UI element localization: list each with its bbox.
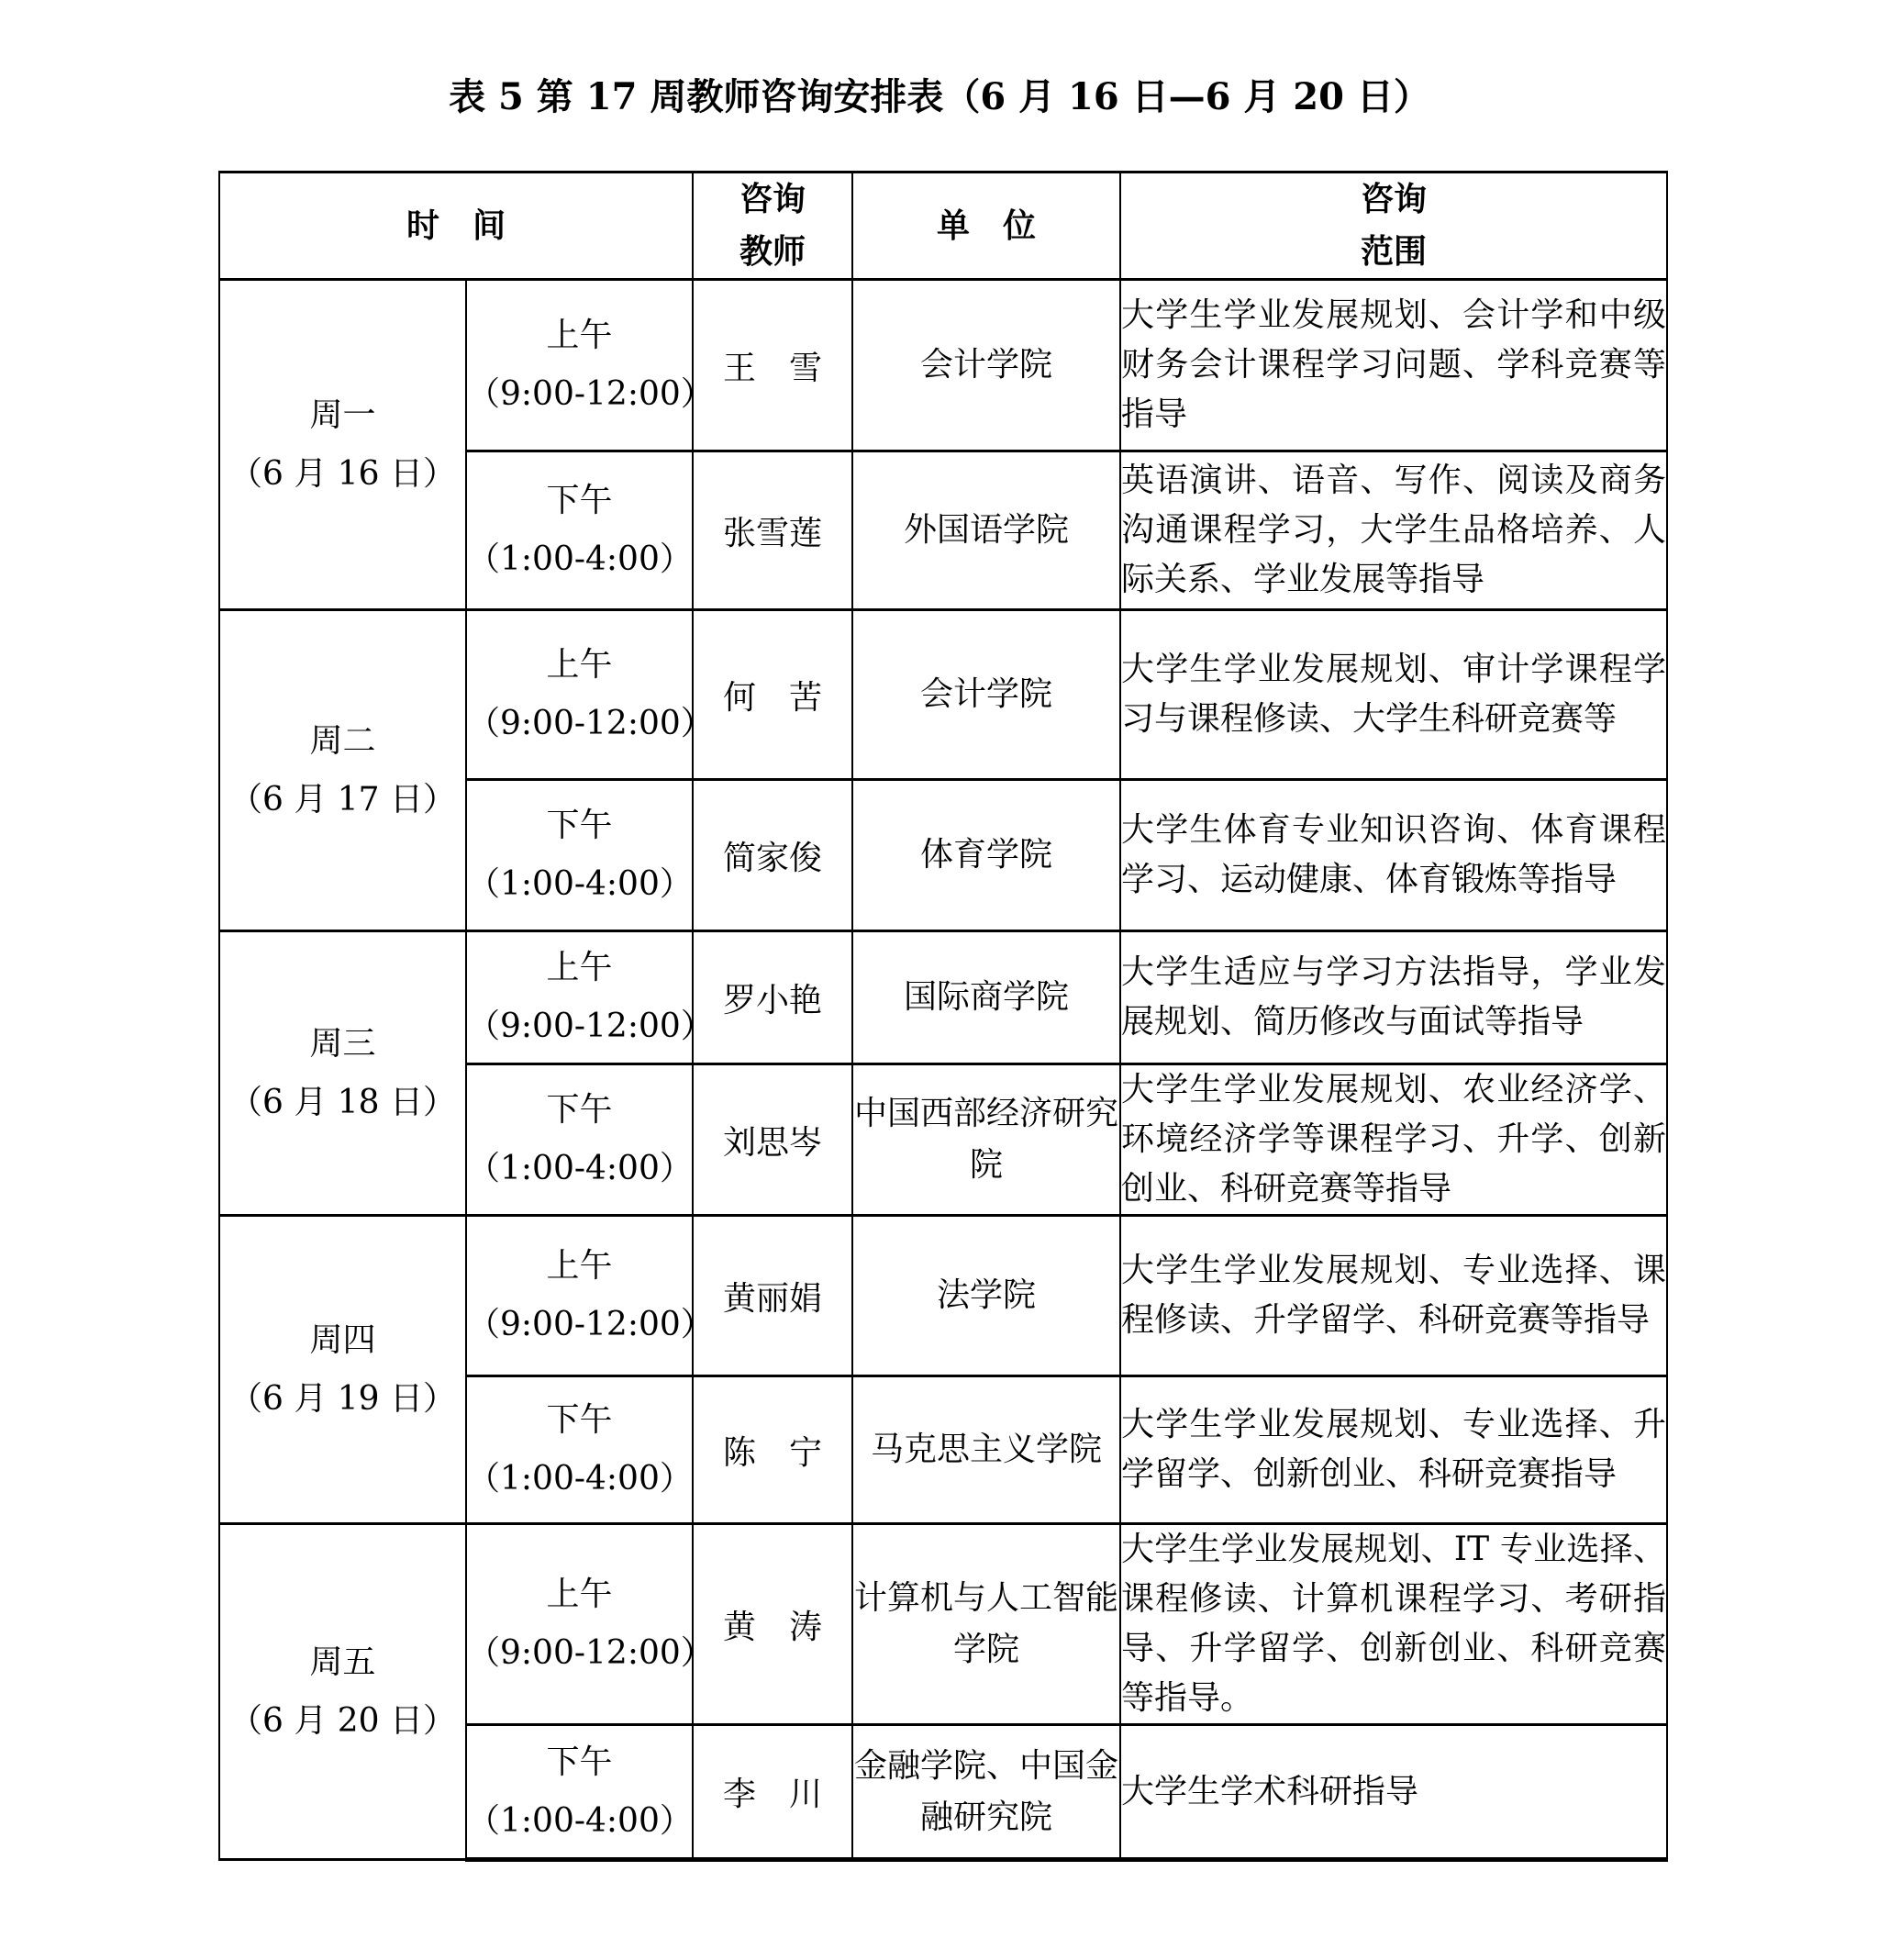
- scope-cell: 大学生学业发展规划、IT 专业选择、课程修读、计算机课程学习、考研指导、升学留学、创新创业、科研竞赛等指导。: [1120, 1524, 1667, 1725]
- day-date: （6 月 17 日）: [228, 780, 457, 819]
- time-hours: （9:00-12:00）: [467, 375, 714, 413]
- time-cell: [466, 451, 693, 610]
- scope-cell: 大学生学业发展规划、审计学课程学习与课程修读、大学生科研竞赛等: [1120, 610, 1667, 780]
- time-hours: （1:00-4:00）: [467, 540, 693, 578]
- header-time: 时 间: [219, 173, 693, 280]
- table-row: [219, 931, 1667, 1064]
- scope-cell: 英语演讲、语音、写作、阅读及商务沟通课程学习，大学生品格培养、人际关系、学业发展等指导: [1120, 451, 1667, 610]
- day-name: 周四: [309, 1320, 376, 1359]
- day-cell-thursday: [219, 1216, 466, 1524]
- header-scope-line1: 咨询: [1361, 180, 1428, 218]
- day-date: （6 月 18 日）: [228, 1083, 457, 1121]
- day-date: （6 月 16 日）: [228, 454, 457, 493]
- time-hours: （9:00-12:00）: [467, 1008, 714, 1045]
- time-period: 下午: [546, 1091, 613, 1129]
- scope-cell: 大学生学业发展规划、会计学和中级财务会计课程学习问题、学科竞赛等指导: [1120, 280, 1667, 451]
- time-period: 下午: [546, 807, 613, 844]
- unit-cell: 会计学院: [852, 610, 1120, 780]
- unit-cell: 国际商学院: [852, 931, 1120, 1064]
- table-row: [219, 1216, 1667, 1376]
- scope-cell: 大学生适应与学习方法指导，学业发展规划、简历修改与面试等指导: [1120, 931, 1667, 1064]
- table-row: [219, 610, 1667, 780]
- time-period: 下午: [546, 1743, 613, 1781]
- time-hours: （9:00-12:00）: [467, 705, 714, 742]
- time-cell: [466, 931, 714, 1064]
- time-hours: （1:00-4:00）: [467, 1460, 693, 1498]
- day-name: 周一: [309, 395, 376, 434]
- time-period: 下午: [546, 1401, 613, 1439]
- table-row: [219, 1524, 1667, 1725]
- time-period: 上午: [546, 1576, 613, 1613]
- time-period: 下午: [546, 482, 613, 519]
- time-cell: [466, 1376, 693, 1524]
- teacher-cell: 罗小艳: [693, 931, 852, 1064]
- time-cell: [466, 1064, 693, 1216]
- day-cell-wednesday: [219, 931, 466, 1216]
- day-cell-tuesday: [219, 610, 466, 931]
- scope-cell: 大学生学业发展规划、农业经济学、环境经济学等课程学习、升学、创新创业、科研竞赛等指导: [1120, 1064, 1667, 1216]
- time-cell: [466, 1524, 714, 1725]
- day-date: （6 月 20 日）: [228, 1701, 457, 1740]
- day-name: 周三: [309, 1024, 376, 1063]
- table-title: 表 5 第 17 周教师咨询安排表（6 月 16 日—6 月 20 日）: [449, 75, 1430, 118]
- time-cell: [466, 1216, 714, 1376]
- scope-cell: 大学生学业发展规划、专业选择、升学留学、创新创业、科研竞赛指导: [1120, 1376, 1667, 1524]
- time-hours: （9:00-12:00）: [467, 1306, 714, 1343]
- teacher-cell: 刘思岑: [693, 1064, 852, 1216]
- header-row: [219, 173, 1667, 280]
- time-hours: （1:00-4:00）: [467, 1150, 693, 1187]
- time-period: 上午: [546, 646, 613, 684]
- teacher-cell: 李 川: [693, 1725, 852, 1860]
- scope-cell: 大学生体育专业知识咨询、体育课程学习、运动健康、体育锻炼等指导: [1120, 780, 1667, 931]
- unit-cell: 外国语学院: [852, 451, 1120, 610]
- teacher-cell: 黄丽娟: [693, 1216, 852, 1376]
- time-period: 上午: [546, 949, 613, 986]
- table-row: [219, 280, 1667, 451]
- time-period: 上午: [546, 317, 613, 354]
- time-hours: （1:00-4:00）: [467, 865, 693, 903]
- teacher-cell: 王 雪: [693, 280, 852, 451]
- time-cell: [466, 780, 693, 931]
- unit-cell: 马克思主义学院: [852, 1376, 1120, 1524]
- time-hours: （1:00-4:00）: [467, 1801, 693, 1840]
- teacher-cell: 何 苦: [693, 610, 852, 780]
- day-name: 周二: [309, 721, 376, 760]
- teacher-cell: 陈 宁: [693, 1376, 852, 1524]
- time-period: 上午: [546, 1247, 613, 1285]
- header-scope: [1120, 173, 1667, 280]
- day-name: 周五: [309, 1643, 376, 1681]
- unit-cell: 法学院: [852, 1216, 1120, 1376]
- unit-cell: 计算机与人工智能学院: [852, 1524, 1120, 1725]
- time-cell: [466, 280, 714, 451]
- unit-cell: 体育学院: [852, 780, 1120, 931]
- teacher-cell: 张雪莲: [693, 451, 852, 610]
- time-cell: [466, 610, 714, 780]
- header-teacher-line2: 教师: [739, 232, 806, 271]
- teacher-cell: 简家俊: [693, 780, 852, 931]
- header-scope-line2: 范围: [1361, 232, 1428, 271]
- teacher-cell: 黄 涛: [693, 1524, 852, 1725]
- time-cell: [466, 1725, 693, 1860]
- unit-cell: 会计学院: [852, 280, 1120, 451]
- time-hours: （9:00-12:00）: [467, 1634, 714, 1672]
- scope-cell: 大学生学业发展规划、专业选择、课程修读、升学留学、科研竞赛等指导: [1120, 1216, 1667, 1376]
- day-cell-monday: [219, 280, 466, 610]
- unit-cell: 中国西部经济研究院: [852, 1064, 1120, 1216]
- consultation-schedule-table: [218, 171, 1668, 1862]
- day-cell-friday: [219, 1524, 466, 1860]
- unit-cell: 金融学院、中国金融研究院: [852, 1725, 1120, 1860]
- header-unit: 单 位: [852, 173, 1120, 280]
- scope-cell: 大学生学术科研指导: [1120, 1725, 1667, 1860]
- header-teacher-line1: 咨询: [739, 180, 806, 218]
- header-teacher: [693, 173, 852, 280]
- day-date: （6 月 19 日）: [228, 1379, 457, 1418]
